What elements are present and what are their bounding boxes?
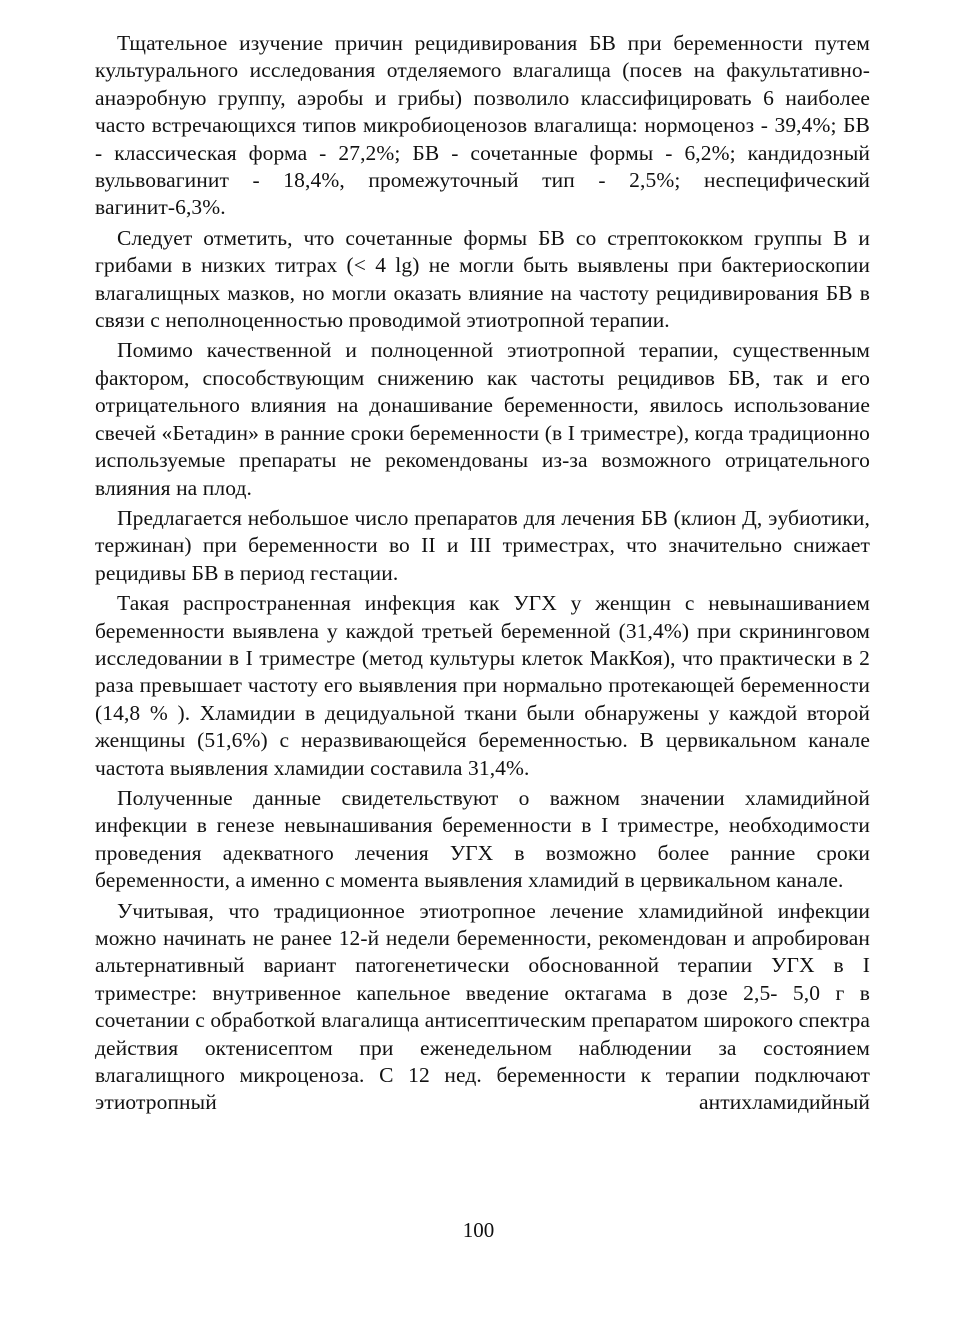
paragraph-5: Такая распространенная инфекция как УГХ у женщин с невынашиванием беременности выявлена у каждой третьей беременной (31,4%) при скрининговом исследовании в I триместре (метод культуры клеток МакКоя), что практически в 2 раза превышает частоту его выявления при нормально протекающей беременности (14,8 % ). Хламидии в децидуальной ткани были обнаружены у каждой второй женщины (51,6%) с неразвивающейся беременностью. В цервикальном канале частота выявления хламидии составила 31,4%. xyxy=(95,591,870,780)
paragraph-3: Помимо качественной и полноценной этиотропной терапии, существенным фактором, способствующим снижению как частоты рецидивов БВ, так и его отрицательного влияния на донашивание беременности, явилось использование свечей «Бетадин» в ранние сроки беременности (в I триместре), когда традиционно используемые препараты не рекомендованы из-за возможного отрицательного влияния на плод. xyxy=(95,338,870,500)
paragraph-7: Учитывая, что традиционное этиотропное лечение хламидийной инфекции можно начинать не ранее 12-й недели беременности, рекомендован и апробирован альтернативный вариант патогенетически обоснованной терапии УГХ в I триместре: внутривенное капельное введение октагама в дозе 2,5- 5,0 г в сочетании с обработкой влагалища антисептическим препаратом широкого спектра действия октенисептом при еженедельном наблюдении за состоянием влагалищного микроценоза. С 12 нед. беременности к терапии подключают этиотропный антихламидийный xyxy=(95,898,870,1115)
paragraph-6: Полученные данные свидетельствуют о важном значении хламидийной инфекции в генезе невынашивания беременности в I триместре, необходимости проведения адекватного лечения УГХ в возможно более ранние сроки беременности, а именно с момента выявления хламидий в цервикальном канале. xyxy=(95,785,870,893)
paragraph-2: Следует отметить, что сочетанные формы БВ со стрептококком группы В и грибами в низких титрах (< 4 lg) не могли быть выявлены при бактериоскопии влагалищных мазков, но могли оказать влияние на частоту рецидивирования БВ в связи с неполноценностью проводимой этиотропной терапии. xyxy=(95,225,870,333)
document-body xyxy=(95,30,870,1120)
paragraph-4: Предлагается небольшое число препаратов для лечения БВ (клион Д, эубиотики, тержинан) при беременности во II и III триместрах, что значительно снижает рецидивы БВ в период гестации. xyxy=(95,505,870,585)
page-number: 100 xyxy=(462,1218,495,1242)
paragraph-1: Тщательное изучение причин рецидивирования БВ при беременности путем культурального исследования отделяемого влагалища (посев на факультативно-анаэробную группу, аэробы и грибы) позволило классифицировать 6 наиболее часто встречающихся типов микробиоценозов влагалища: нормоценоз - 39,4%; БВ - классическая форма - 27,2%; БВ - сочетанные формы - 6,2%; кандидозный вульвовагинит - 18,4%, промежуточный тип - 2,5%; неспецифический вагинит-6,3%. xyxy=(95,31,870,220)
